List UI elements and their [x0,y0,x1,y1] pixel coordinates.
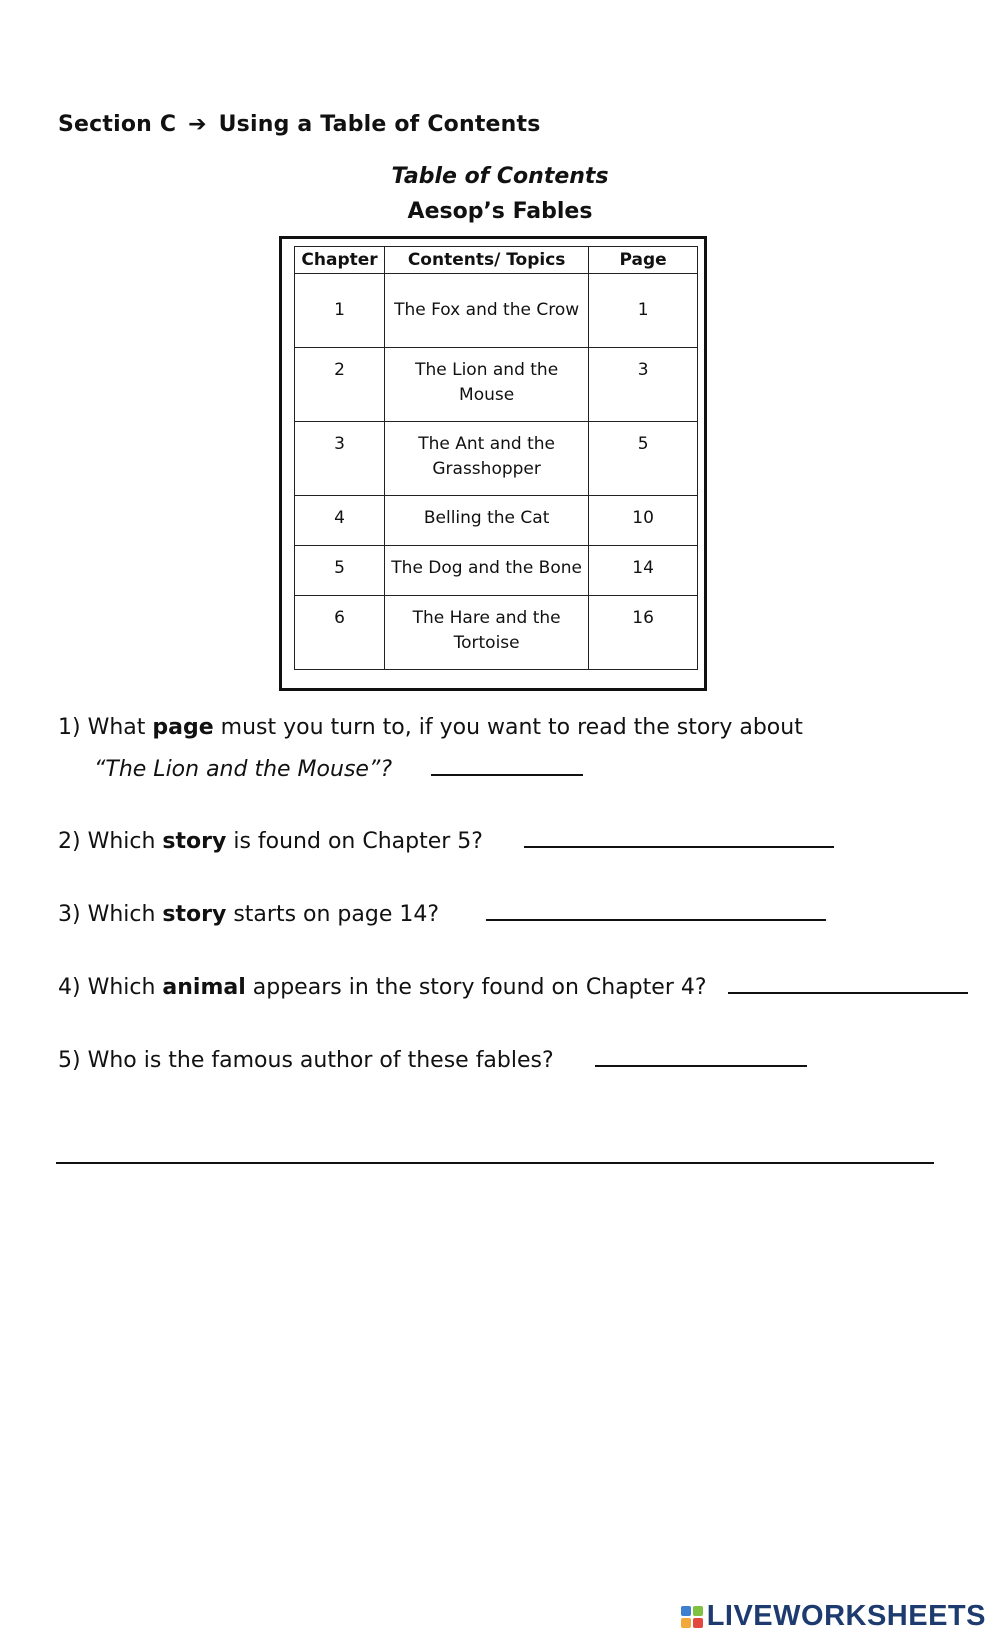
topic-cell [385,274,589,348]
chapter-cell: 2 [295,348,385,422]
answer-line[interactable] [56,1162,934,1164]
answer-blank-3[interactable] [486,897,826,921]
topic-cell [385,422,589,496]
topic-cell [385,496,589,546]
toc-frame [279,236,707,691]
section-title: Using a Table of Contents [218,112,541,137]
header-topics: Contents/ Topics [385,247,589,274]
question-2 [58,824,834,854]
question-1 [58,715,803,740]
logo-square [681,1618,691,1628]
topic-line: Grasshopper [432,459,541,479]
page-cell: 1 [589,274,698,348]
answer-blank-1[interactable] [431,752,583,776]
page-cell: 5 [589,422,698,496]
header-chapter: Chapter [295,247,385,274]
question-text: 2) Which [58,829,163,854]
question-1-line-2 [94,752,583,782]
topic-cell [385,348,589,422]
question-text: must you turn to, if you want to read the story about [213,715,803,740]
question-5 [58,1043,807,1073]
question-text: 3) Which [58,902,163,927]
chapter-cell: 5 [295,546,385,596]
question-4 [58,970,968,1000]
question-text: 1) What [58,715,153,740]
chapter-cell: 1 [295,274,385,348]
chapter-cell: 4 [295,496,385,546]
arrow-right-icon: ➔ [188,112,207,137]
table-row [295,274,698,348]
table-row [295,348,698,422]
topic-cell [385,546,589,596]
answer-blank-4[interactable] [728,970,968,994]
table-row [295,546,698,596]
logo-square [693,1618,703,1628]
question-text: is found on Chapter 5? [226,829,483,854]
logo-square [681,1606,691,1616]
brand-name: LIVEWORKSHEETS [706,1600,986,1632]
question-keyword: page [152,715,214,740]
toc-title: Table of Contents [391,164,609,189]
topic-cell [385,596,589,670]
question-keyword: animal [162,975,246,1000]
question-text: appears in the story found on Chapter 4? [245,975,707,1000]
topic-line: The Lion and the [415,360,559,380]
question-text: 5) Who is the famous author of these fables? [58,1048,554,1073]
header-page: Page [589,247,698,274]
answer-blank-5[interactable] [595,1043,807,1067]
question-keyword: story [162,902,227,927]
answer-blank-2[interactable] [524,824,834,848]
topic-line: The Dog and the Bone [391,558,582,578]
topic-line: Belling the Cat [423,508,550,528]
question-keyword: story [162,829,227,854]
topic-line: The Fox and the Crow [394,300,580,320]
page-cell: 10 [589,496,698,546]
table-row [295,422,698,496]
toc-subtitle: Aesop’s Fables [407,199,593,224]
liveworksheets-brand [681,1600,986,1633]
chapter-cell: 3 [295,422,385,496]
section-heading [58,112,541,137]
liveworksheets-logo-icon [681,1606,703,1628]
question-text: starts on page 14? [226,902,440,927]
chapter-cell: 6 [295,596,385,670]
question-story-title: “The Lion and the Mouse”? [94,757,393,782]
topic-line: Mouse [459,385,515,405]
table-row [295,596,698,670]
logo-square [693,1606,703,1616]
table-row [295,496,698,546]
question-text: 4) Which [58,975,163,1000]
page-cell: 14 [589,546,698,596]
toc-header-row [295,247,698,274]
question-3 [58,897,826,927]
toc-table [294,246,698,670]
topic-line: The Ant and the [418,434,556,454]
section-prefix: Section C [58,112,177,137]
page-cell: 3 [589,348,698,422]
topic-line: Tortoise [453,633,520,653]
page-cell: 16 [589,596,698,670]
topic-line: The Hare and the [412,608,561,628]
